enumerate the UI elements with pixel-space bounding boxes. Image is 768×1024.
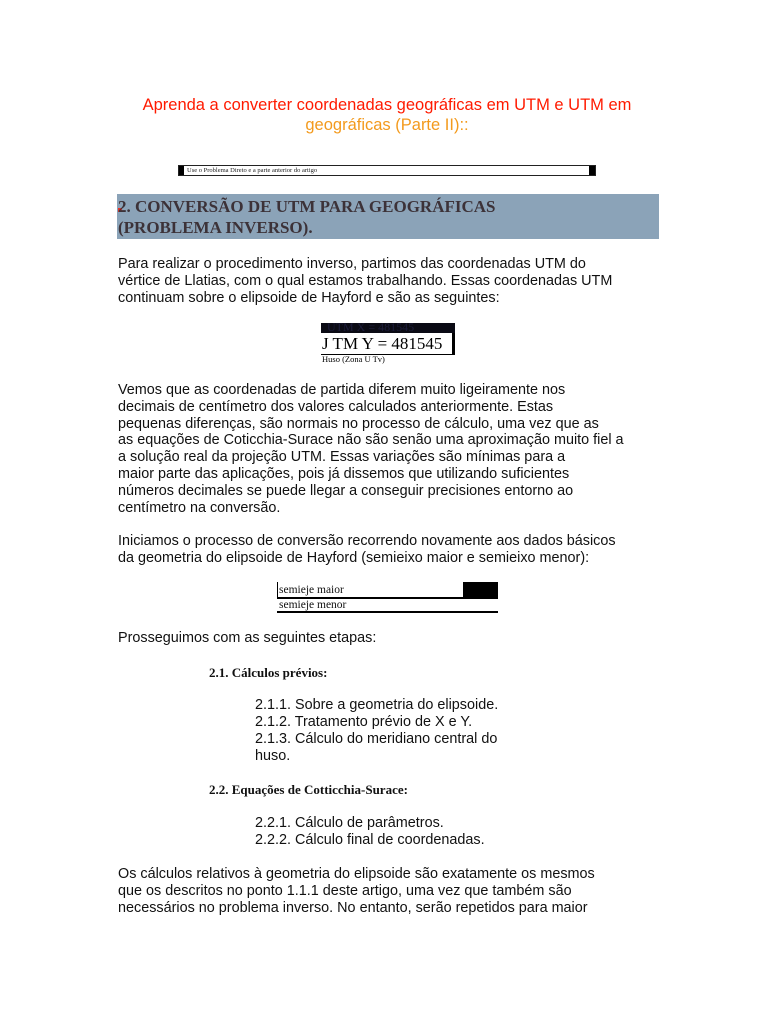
paragraph-5 [118, 866, 658, 916]
text-line: continuam sobre o elipsoide de Hayford e são as seguintes: [118, 289, 500, 306]
text-line: decimais de centímetro dos valores calculados anteriormente. Estas [118, 398, 554, 415]
list-2-1 [255, 697, 555, 765]
text-line: pequenas diferenças, são normais no processo de cálculo, uma vez que as [118, 415, 599, 432]
text-line: Para realizar o procedimento inverso, partimos das coordenadas UTM do [118, 256, 586, 272]
text-line: Iniciamos o processo de conversão recorrendo novamente aos dados básicos [118, 533, 616, 549]
text-line: centímetro na conversão. [118, 499, 281, 516]
section-heading [117, 194, 659, 239]
title-line-2: geográficas (Parte II):: [305, 116, 469, 134]
text-line: vértice de Llatias, com o qual estamos trabalhando. Essas coordenadas UTM [118, 272, 613, 289]
text-line: Os cálculos relativos à geometria do elipsoide são exatamente os mesmos [118, 866, 595, 882]
intro-paragraph [118, 256, 658, 306]
list-item: huso. [255, 748, 291, 764]
text-line: da geometria do elipsoide de Hayford (semieixo maior e semieixo menor): [118, 549, 590, 566]
banner-text: Use o Problema Direto e a parte anterior do artigo [187, 167, 318, 174]
article-title [100, 95, 674, 135]
utm-coordinates-figure [321, 323, 455, 364]
text-line: Vemos que as coordenadas de partida diferem muito ligeiramente nos [118, 382, 566, 398]
heading-line-2: (PROBLEMA INVERSO). [118, 218, 313, 237]
text-line: necessários no problema inverso. No entanto, serão repetidos para maior [118, 899, 588, 916]
semi-minor-label: semieje menor [279, 599, 347, 611]
semiaxis-figure [277, 582, 498, 613]
reference-banner [178, 165, 596, 176]
title-line-1: Aprenda a converter coordenadas geográficas em UTM e UTM em [142, 96, 632, 114]
text-line: maior parte das aplicações, pois já dissemos que utilizando suficientes [118, 465, 570, 482]
list-item: 2.2.1. Cálculo de parâmetros. [255, 815, 444, 831]
list-2-2 [255, 815, 555, 849]
utm-y-value: J TM Y = 481545 [322, 334, 443, 353]
text-line: Prosseguimos com as seguintes etapas: [118, 630, 377, 646]
list-item: 2.1.2. Tratamento prévio de X e Y. [255, 714, 473, 730]
subheading-2-2: 2.2. Equações de Cotticchia-Surace: [209, 782, 408, 797]
text-line: as equações de Coticchia-Surace não são senão uma aproximação muito fiel a [118, 432, 624, 449]
list-item: 2.1.3. Cálculo do meridiano central do [255, 731, 498, 747]
text-line: números decimales se puede llegar a conseguir precisiones entorno ao [118, 482, 574, 499]
paragraph-2 [118, 382, 658, 516]
subheading-2-1: 2.1. Cálculos prévios: [209, 665, 328, 680]
text-line: que os descritos no ponto 1.1.1 deste artigo, uma vez que também são [118, 882, 572, 899]
heading-line-1: 2. CONVERSÃO DE UTM PARA GEOGRÁFICAS [118, 197, 496, 216]
text-line: a solução real da projeção UTM. Essas variações são mínimas para a [118, 449, 566, 466]
utm-x-ghost: UTM X = 481545 [327, 323, 415, 334]
paragraph-3 [118, 533, 658, 567]
utm-zone-label: Huso (Zona U Tv) [322, 354, 385, 364]
list-item: 2.2.2. Cálculo final de coordenadas. [255, 832, 485, 848]
paragraph-4 [118, 630, 658, 647]
semi-major-label: semieje maior [279, 584, 344, 596]
list-item: 2.1.1. Sobre a geometria do elipsoide. [255, 697, 499, 713]
